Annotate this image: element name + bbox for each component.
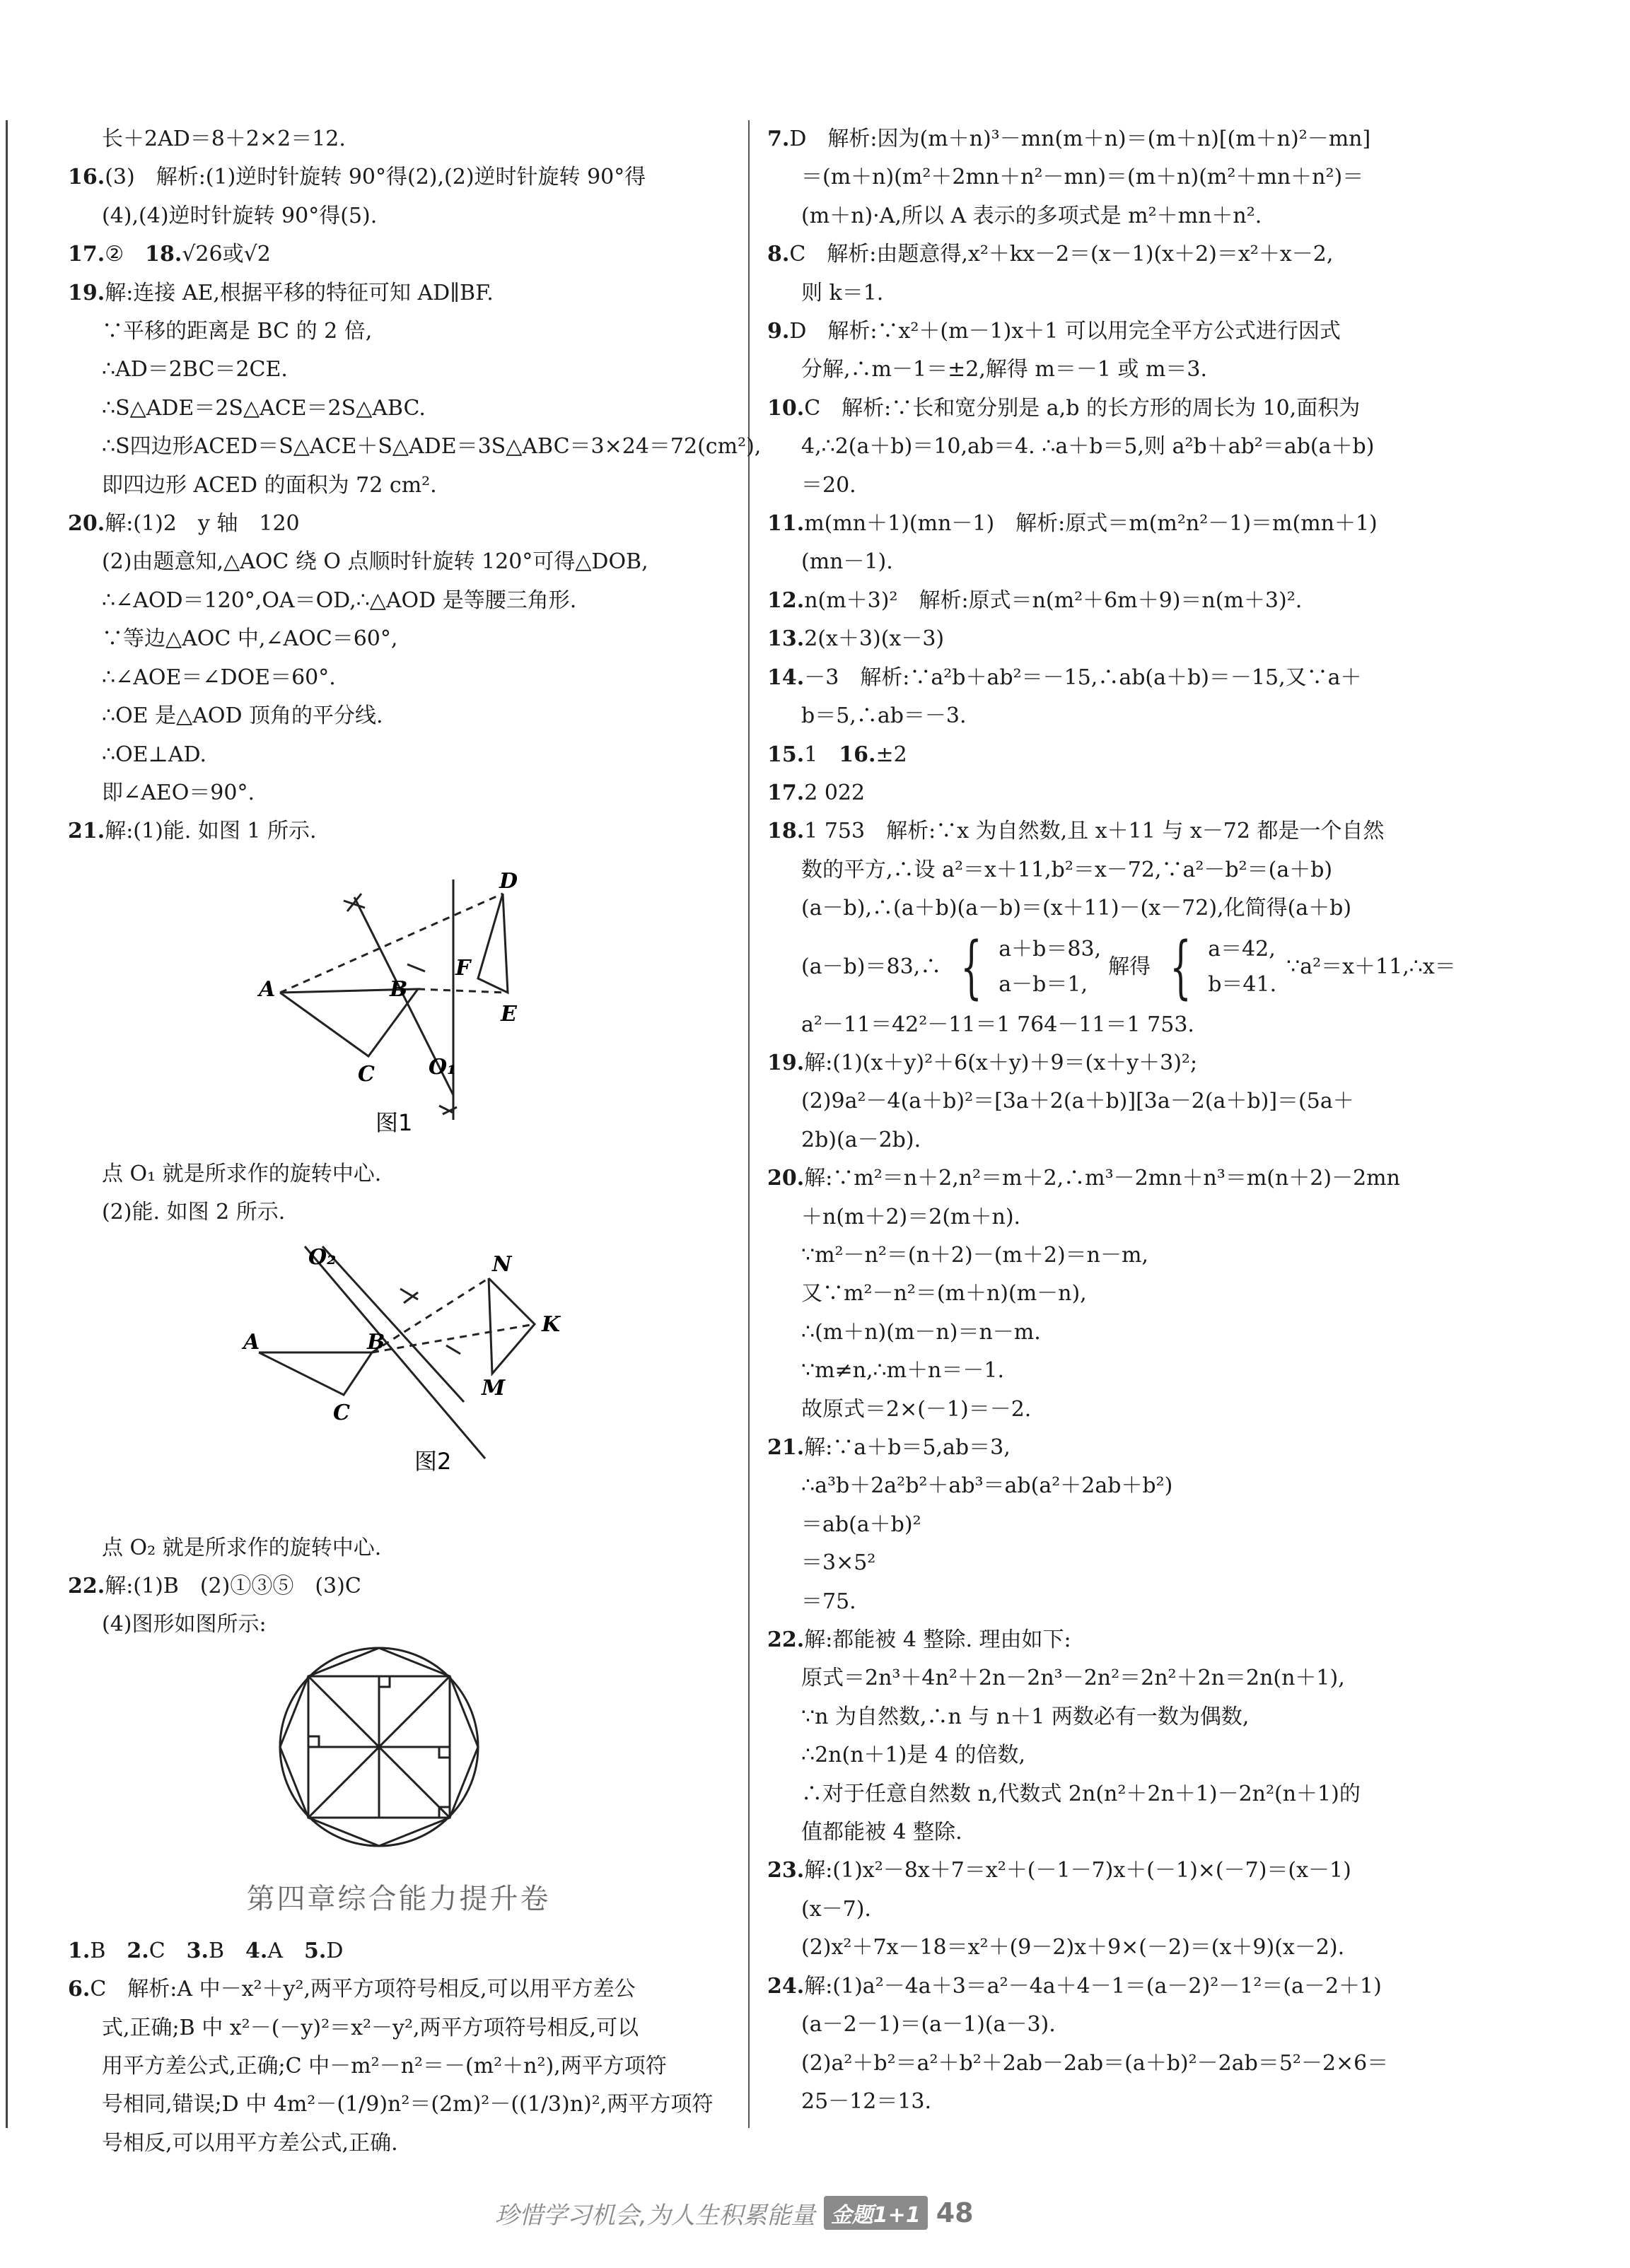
brace-mid: 解得 — [1108, 954, 1151, 979]
question-number: 20. — [68, 511, 105, 537]
answer-text: (a－2－1)＝(a－1)(a－3). — [801, 2012, 1056, 2038]
answer-line — [68, 197, 729, 235]
answer-text: (4),(4)逆时针旋转 90°得(5). — [102, 203, 378, 228]
question-number: 17. — [68, 242, 105, 267]
answer-text: b＝5,∴ab＝－3. — [801, 703, 967, 729]
question-number: 20. — [767, 1166, 805, 1191]
answer-text: ∴AD＝2BC＝2CE. — [102, 357, 288, 382]
answer-text: ∵平移的距离是 BC 的 2 倍, — [102, 319, 373, 344]
answer-line — [767, 351, 1489, 389]
answer-line — [767, 889, 1489, 928]
figure-2-drawing — [68, 1232, 704, 1529]
answer-line — [767, 1391, 1489, 1429]
fig2-label-a: A — [243, 1329, 260, 1355]
answer-text: √26或√2 — [182, 242, 271, 267]
question-number: 10. — [767, 395, 805, 421]
left-after-figure-2 — [68, 1529, 729, 1644]
answer-line — [68, 2086, 729, 2124]
answer-text: (m＋n)·A,所以 A 表示的多项式是 m²＋mn＋n². — [801, 203, 1262, 228]
answer-line — [767, 428, 1489, 466]
answer-line — [68, 774, 729, 812]
answer-text: ∵m²－n²＝(n＋2)－(m＋2)＝n－m, — [801, 1242, 1148, 1268]
answer-text: 25－12＝13. — [801, 2088, 932, 2114]
answer-text: C 解析:A 中－x²＋y²,两平方项符号相反,可以用平方差公 — [90, 1977, 636, 2002]
answer-line — [767, 1890, 1489, 1929]
answer-line — [767, 812, 1489, 850]
answer-text: 长＋2AD＝8＋2×2＝12. — [102, 127, 346, 151]
answer-line — [68, 812, 729, 850]
fig2-label-b: B — [367, 1329, 385, 1355]
question-number: 24. — [767, 1973, 805, 1999]
left-after-figure-1 — [68, 1155, 729, 1232]
answer-line — [767, 2006, 1489, 2044]
system-1-eq-2: a－b＝1, — [999, 971, 1088, 997]
answer-text: n(m＋3)² 解析:原式＝n(m²＋6m＋9)＝n(m＋3)². — [804, 588, 1303, 613]
fig1-label-o: O₁ — [429, 1054, 457, 1080]
left-margin-rule — [6, 120, 8, 2128]
answer-text: 解:∵m²＝n＋2,n²＝m＋2,∴m³－2mn＋n³＝m(n＋2)－2mn — [804, 1166, 1400, 1191]
answer-text: 即∠AEO＝90°. — [102, 780, 255, 805]
answer-line — [767, 235, 1489, 274]
answer-line — [767, 736, 1489, 774]
answer-text: 2(x＋3)(x－3) — [804, 626, 945, 652]
answer-text: 解:(1)2 y 轴 120 — [105, 511, 300, 537]
equation-system-row — [767, 928, 1489, 1006]
brace-suffix: ∵a²＝x＋11,∴x＝ — [1286, 954, 1456, 979]
answer-text: 解:(1)能. 如图 1 所示. — [105, 819, 317, 844]
answer-line — [767, 1275, 1489, 1313]
answer-text: (a－b),∴(a＋b)(a－b)＝(x＋11)－(x－72),化简得(a＋b) — [801, 896, 1352, 921]
answer-text: 数的平方,∴设 a²＝x＋11,b²＝x－72,∵a²－b²＝(a＋b) — [801, 857, 1333, 882]
answer-line — [68, 2124, 729, 2163]
answer-line — [68, 582, 729, 620]
system-2-eq-2: b＝41. — [1208, 971, 1277, 997]
question-number: 12. — [767, 588, 805, 613]
answer-line — [767, 1467, 1489, 1505]
system-1-eq-1: a＋b＝83, — [999, 936, 1102, 961]
fig2-label-o: O₂ — [308, 1244, 337, 1270]
answer-line — [767, 1082, 1489, 1121]
answer-line — [767, 1237, 1489, 1275]
question-number: 23. — [767, 1858, 805, 1883]
figure-1 — [68, 851, 729, 1155]
question-number: 17. — [767, 780, 805, 805]
answer-text: 又∵m²－n²＝(m＋n)(m－n), — [801, 1281, 1087, 1307]
fig2-caption: 图2 — [414, 1447, 452, 1475]
answer-text: (2)x²＋7x－18＝x²＋(9－2)x＋9×(－2)＝(x＋9)(x－2). — [801, 1935, 1345, 1960]
answer-text: 解:连接 AE,根据平移的特征可知 AD∥BF. — [105, 280, 494, 305]
answer-line — [767, 1621, 1489, 1659]
brace-prefix: (a－b)＝83,∴ — [801, 954, 942, 979]
answer-line — [767, 274, 1489, 312]
footer-slogan: 珍惜学习机会,为人生积累能量 — [495, 2201, 815, 2230]
answer-line — [767, 1929, 1489, 1967]
answer-text: D — [326, 1938, 344, 1963]
answer-line — [767, 1968, 1489, 2006]
question-number: 21. — [767, 1435, 805, 1460]
answer-text: ＝ab(a＋b)² — [801, 1512, 921, 1537]
question-number: 1. — [68, 1938, 91, 1963]
fig2-label-m: M — [482, 1375, 506, 1401]
answer-line — [68, 428, 762, 466]
answer-line — [767, 774, 1489, 812]
left-answer-lines — [68, 120, 762, 851]
question-number: 5. — [304, 1938, 327, 1963]
answer-text: ＝3×5² — [801, 1550, 876, 1576]
question-number: 2. — [127, 1938, 149, 1963]
answer-line — [68, 543, 729, 581]
answer-line — [767, 851, 1489, 889]
pinwheel-drawing — [68, 1644, 704, 1857]
question-number: 13. — [767, 626, 805, 652]
question-number: 8. — [767, 242, 790, 267]
answer-text: C 解析:由题意得,x²＋kx－2＝(x－1)(x＋2)＝x²＋x－2, — [789, 242, 1334, 267]
answer-text: 原式＝2n³＋4n²＋2n－2n³－2n²＝2n²＋2n＝2n(n＋1), — [801, 1666, 1345, 1691]
answer-line — [767, 1198, 1489, 1237]
answer-line — [767, 1006, 1489, 1044]
answer-line — [68, 1155, 729, 1193]
fig2-label-n: N — [492, 1251, 512, 1277]
question-number: 22. — [767, 1627, 805, 1653]
answer-text: 点 O₂ 就是所求作的旋转中心. — [102, 1535, 382, 1560]
question-number: 4. — [245, 1938, 268, 1963]
answer-line — [68, 736, 729, 774]
answer-line — [68, 274, 729, 312]
answer-line — [767, 1044, 1489, 1082]
answer-line — [767, 1352, 1489, 1390]
answer-line — [767, 158, 1489, 197]
answer-text: ＝(m＋n)(m²＋2mn＋n²－mn)＝(m＋n)(m²＋mn＋n²)＝ — [801, 165, 1364, 190]
answer-text: 号相同,错误;D 中 4m²－(1/9)n²＝(2m)²－((1/3)n)²,两平方项符 — [102, 2092, 714, 2117]
answer-text: 则 k＝1. — [801, 280, 884, 305]
brace-2: { — [1170, 927, 1192, 1007]
answer-text: B — [209, 1938, 246, 1963]
answer-text: 即四边形 ACED 的面积为 72 cm². — [102, 472, 437, 498]
answer-text: ∴∠AOD＝120°,OA＝OD,∴△AOD 是等腰三角形. — [102, 588, 577, 613]
answer-text: 解:(1)(x＋y)²＋6(x＋y)＋9＝(x＋y＋3)²; — [804, 1050, 1198, 1075]
answer-text: 2 022 — [804, 780, 866, 805]
answer-text: 1 — [804, 742, 839, 767]
answer-text: (3) 解析:(1)逆时针旋转 90°得(2),(2)逆时针旋转 90°得 — [105, 165, 646, 190]
answer-text: (x－7). — [801, 1896, 871, 1922]
answer-text: ＝20. — [801, 472, 856, 498]
answer-line — [68, 1193, 729, 1232]
answer-text: 解:(1)x²－8x＋7＝x²＋(－1－7)x＋(－1)×(－7)＝(x－1) — [804, 1858, 1351, 1883]
answer-text: 值都能被 4 整除. — [801, 1820, 962, 1845]
answer-text: a²－11＝42²－11＝1 764－11＝1 753. — [801, 1012, 1194, 1037]
answer-line — [68, 312, 729, 351]
answer-line — [767, 1121, 1489, 1159]
answer-text: 号相反,可以用平方差公式,正确. — [102, 2130, 398, 2156]
answer-text: C — [149, 1938, 187, 1963]
answer-line — [68, 1970, 729, 2009]
answer-text: A — [267, 1938, 305, 1963]
right-answer-lines-a — [767, 120, 1489, 928]
answer-text: ＋n(m＋2)＝2(m＋n). — [801, 1204, 1021, 1229]
answer-line — [68, 467, 729, 505]
answer-text: 解:(1)B (2)①③⑤ (3)C — [105, 1573, 361, 1598]
answer-line — [68, 505, 729, 543]
right-answer-lines-b — [767, 1006, 1489, 2122]
answer-line — [68, 1606, 729, 1644]
answer-line — [68, 120, 729, 158]
fig1-caption: 图1 — [376, 1109, 413, 1136]
answer-line — [767, 1813, 1489, 1852]
answer-line — [767, 505, 1489, 543]
fig2-label-k: K — [542, 1311, 561, 1337]
answer-line — [68, 235, 729, 274]
answer-line — [767, 2045, 1489, 2083]
right-column — [767, 120, 1489, 2121]
answer-text: C 解析:∵长和宽分别是 a,b 的长方形的周长为 10,面积为 — [804, 395, 1361, 421]
answer-text: 解:都能被 4 整除. 理由如下: — [804, 1627, 1071, 1653]
question-number: 16. — [68, 165, 105, 190]
answer-line — [767, 620, 1489, 658]
answer-text: (2)a²＋b²＝a²＋b²＋2ab－2ab＝(a＋b)²－2ab＝5²－2×6＝ — [801, 2050, 1389, 2076]
answer-text: ∵n 为自然数,∴n 与 n＋1 两数必有一数为偶数, — [801, 1704, 1250, 1729]
fig1-label-a: A — [259, 976, 276, 1002]
answer-text: (mn－1). — [801, 549, 893, 575]
answer-text: D 解析:因为(m＋n)³－mn(m＋n)＝(m＋n)[(m＋n)²－mn] — [789, 127, 1371, 151]
system-2 — [1208, 932, 1276, 1003]
answer-text: 分解,∴m－1＝±2,解得 m＝－1 或 m＝3. — [801, 357, 1208, 382]
question-number: 21. — [68, 819, 105, 844]
answer-line — [68, 1567, 729, 1606]
answer-line — [767, 197, 1489, 235]
answer-text: ∴S△ADE＝2S△ACE＝2S△ABC. — [102, 395, 426, 421]
answer-text: 故原式＝2×(－1)＝－2. — [801, 1396, 1032, 1422]
figure-1-drawing — [68, 851, 704, 1155]
answer-line — [767, 1775, 1489, 1813]
fig1-label-c: C — [358, 1061, 375, 1087]
answer-text: 式,正确;B 中 x²－(－y)²＝x²－y²,两平方项符号相反,可以 — [102, 2015, 639, 2040]
question-number: 6. — [68, 1977, 91, 2002]
answer-text: ∴2n(n＋1)是 4 的倍数, — [801, 1743, 1026, 1768]
answer-line — [767, 697, 1489, 735]
answer-text: (2)能. 如图 2 所示. — [102, 1200, 286, 1225]
question-number: 3. — [186, 1938, 209, 1963]
answer-text: ∴S四边形ACED＝S△ACE＋S△ADE＝3S△ABC＝3×24＝72(cm²), — [102, 434, 762, 460]
section-title: 第四章综合能力提升卷 — [246, 1882, 551, 1915]
answer-line — [767, 1583, 1489, 1621]
answer-line — [767, 467, 1489, 505]
answer-line — [767, 2083, 1489, 2121]
answer-text: (4)图形如图所示: — [102, 1612, 267, 1637]
left-chapter4-answers — [68, 1932, 729, 2163]
question-number: 19. — [68, 280, 105, 305]
answer-line — [68, 620, 729, 658]
answer-text: 1 753 解析:∵x 为自然数,且 x＋11 与 x－72 都是一个自然 — [804, 819, 1385, 844]
answer-line — [68, 158, 729, 197]
answer-text: 解:∵a＋b＝5,ab＝3, — [804, 1435, 1011, 1460]
answer-line — [767, 1736, 1489, 1775]
answer-text: B — [90, 1938, 127, 1963]
footer-badge: 金题1+1 — [824, 2196, 928, 2230]
answer-text: (2)9a²－4(a＋b)²＝[3a＋2(a＋b)][3a－2(a＋b)]＝(5a＋ — [801, 1089, 1354, 1114]
answer-text: ∵等边△AOC 中,∠AOC＝60°, — [102, 626, 398, 652]
answer-line — [68, 351, 729, 389]
answer-line — [68, 2009, 729, 2047]
answer-text: ＝75. — [801, 1589, 856, 1614]
answer-line — [68, 390, 729, 428]
answer-text: m(mn＋1)(mn－1) 解析:原式＝m(m²n²－1)＝m(mn＋1) — [804, 511, 1378, 537]
question-number: 15. — [767, 742, 805, 767]
answer-text: 点 O₁ 就是所求作的旋转中心. — [102, 1161, 382, 1186]
answer-line — [767, 1159, 1489, 1198]
answer-text: －3 解析:∵a²b＋ab²＝－15,∴ab(a＋b)＝－15,又∵a＋ — [804, 665, 1362, 690]
question-number: 14. — [767, 665, 805, 690]
question-number: 11. — [767, 511, 805, 537]
column-divider — [748, 120, 750, 2128]
answer-text: ∴OE⊥AD. — [102, 742, 206, 767]
answer-text: ∴a³b＋2a²b²＋ab³＝ab(a²＋2ab＋b²) — [801, 1473, 1173, 1499]
question-number: 7. — [767, 127, 790, 151]
answer-line — [767, 312, 1489, 351]
answer-line — [68, 2047, 729, 2086]
answer-text: ±2 — [875, 742, 907, 767]
fig1-label-f: F — [455, 955, 471, 981]
answer-text: (2)由题意知,△AOC 绕 O 点顺时针旋转 120°可得△DOB, — [102, 549, 648, 575]
answer-line — [68, 1529, 729, 1567]
question-number: 18. — [767, 819, 805, 844]
answer-line — [68, 697, 729, 735]
answer-line — [68, 659, 729, 697]
question-number: 19. — [767, 1050, 805, 1075]
answer-line — [767, 1659, 1489, 1697]
answer-line — [767, 1698, 1489, 1736]
system-1 — [999, 932, 1101, 1003]
answer-line — [767, 120, 1489, 158]
question-number: 18. — [145, 242, 182, 267]
answer-text: ∴∠AOE＝∠DOE＝60°. — [102, 665, 336, 690]
fig1-label-d: D — [499, 868, 518, 894]
left-column — [68, 120, 762, 2163]
answer-line — [767, 659, 1489, 697]
answer-text: ∴OE 是△AOD 顶角的平分线. — [102, 703, 383, 729]
answer-text: ② — [105, 242, 146, 267]
page-number: 48 — [936, 2197, 974, 2228]
answer-text: 用平方差公式,正确;C 中－m²－n²＝－(m²＋n²),两平方项符 — [102, 2053, 667, 2079]
brace-1: { — [960, 927, 983, 1007]
answer-text: ∵m≠n,∴m＋n＝－1. — [801, 1358, 1005, 1384]
fig1-label-e: E — [501, 1001, 517, 1027]
question-number: 9. — [767, 319, 790, 344]
answer-line — [767, 1314, 1489, 1352]
answer-text: ∴(m＋n)(m－n)＝n－m. — [801, 1319, 1041, 1345]
question-number: 16. — [839, 742, 876, 767]
answer-text: 解:(1)a²－4a＋3＝a²－4a＋4－1＝(a－2)²－1²＝(a－2＋1) — [804, 1973, 1382, 1999]
answer-line — [68, 1932, 729, 1970]
question-number: 22. — [68, 1573, 105, 1598]
answer-line — [767, 1544, 1489, 1582]
answer-line — [767, 1506, 1489, 1544]
answer-line — [767, 1429, 1489, 1467]
answer-text: ∴对于任意自然数 n,代数式 2n(n²＋2n＋1)－2n²(n＋1)的 — [801, 1781, 1361, 1806]
fig1-label-b: B — [390, 976, 408, 1002]
fig2-label-c: C — [333, 1400, 350, 1425]
figure-2 — [68, 1232, 729, 1529]
answer-text: 4,∴2(a＋b)＝10,ab＝4. ∴a＋b＝5,则 a²b＋ab²＝ab(a＋b) — [801, 434, 1375, 460]
answer-line — [767, 582, 1489, 620]
answer-line — [767, 543, 1489, 581]
page-footer — [495, 2192, 1131, 2234]
answer-text: 2b)(a－2b). — [801, 1127, 921, 1152]
answer-line — [767, 390, 1489, 428]
system-2-eq-1: a＝42, — [1208, 936, 1276, 961]
answer-text: D 解析:∵x²＋(m－1)x＋1 可以用完全平方公式进行因式 — [789, 319, 1341, 344]
answer-line — [767, 1852, 1489, 1890]
figure-pinwheel — [68, 1644, 729, 1857]
